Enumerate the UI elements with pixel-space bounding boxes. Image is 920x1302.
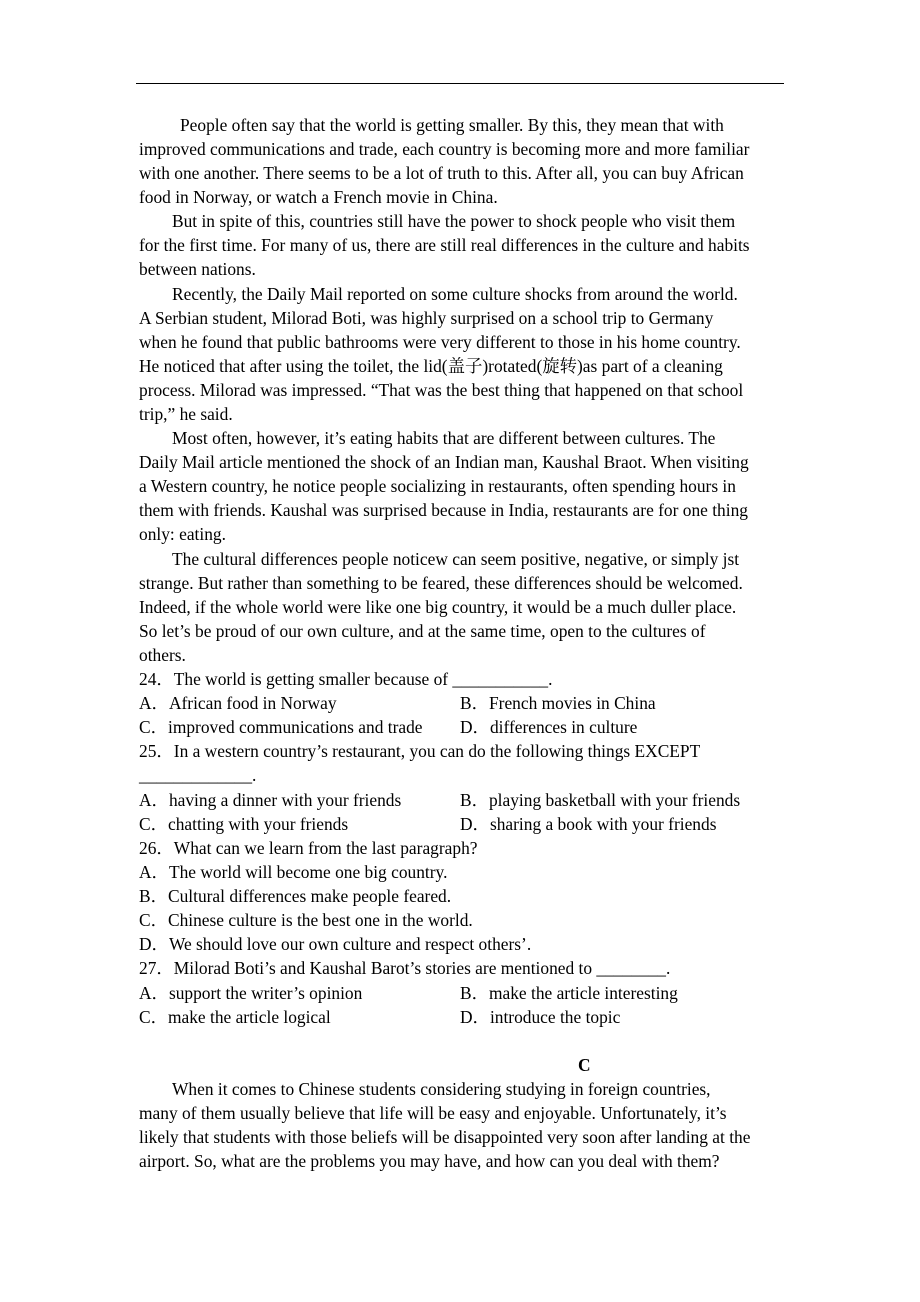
option-a: A．African food in Norway xyxy=(139,693,337,713)
paragraph-4-line: them with friends. Kaushal was surprised because in India, restaurants are for one thing xyxy=(139,500,748,520)
paragraph-1-line: food in Norway, or watch a French movie in China. xyxy=(139,187,498,207)
option-c: C．make the article logical xyxy=(139,1007,331,1027)
passage-c-line: many of them usually believe that life will be easy and enjoyable. Unfortunately, it’s xyxy=(139,1103,727,1123)
option-b: B．playing basketball with your friends xyxy=(460,790,741,810)
paragraph-2-line: between nations. xyxy=(139,259,256,279)
option-a: A．having a dinner with your friends xyxy=(139,790,402,810)
option-d: D．differences in culture xyxy=(460,717,638,737)
paragraph-3-line: A Serbian student, Milorad Boti, was highly surprised on a school trip to Germany xyxy=(139,308,714,328)
question-stem: 27．Milorad Boti’s and Kaushal Barot’s stories are mentioned to ________. xyxy=(139,958,671,978)
option-a: A．The world will become one big country. xyxy=(139,862,448,882)
section-heading: C xyxy=(578,1055,591,1075)
question-stem: 25．In a western country’s restaurant, you can do the following things EXCEPT xyxy=(139,741,701,761)
option-b: B．French movies in China xyxy=(460,693,656,713)
paragraph-5-line: The cultural differences people noticew can seem positive, negative, or simply jst xyxy=(172,549,740,569)
paragraph-1-line: People often say that the world is getting smaller. By this, they mean that with xyxy=(180,115,724,135)
paragraph-2-line: But in spite of this, countries still have the power to shock people who visit them xyxy=(172,211,736,231)
paragraph-4-line: Daily Mail article mentioned the shock of an Indian man, Kaushal Braot. When visiting xyxy=(139,452,749,472)
paragraph-5-line: So let’s be proud of our own culture, and at the same time, open to the cultures of xyxy=(139,621,706,641)
paragraph-3-line: process. Milorad was impressed. “That was the best thing that happened on that school xyxy=(139,380,744,400)
paragraph-5-line: others. xyxy=(139,645,186,665)
passage-c-line: airport. So, what are the problems you may have, and how can you deal with them? xyxy=(139,1151,720,1171)
header-rule xyxy=(136,83,784,84)
paragraph-3-line: trip,” he said. xyxy=(139,404,233,424)
paragraph-1-line: with one another. There seems to be a lot of truth to this. After all, you can buy African xyxy=(139,163,744,183)
paragraph-3-line: Recently, the Daily Mail reported on some culture shocks from around the world. xyxy=(172,284,738,304)
question-stem: 24．The world is getting smaller because of ___________. xyxy=(139,669,553,689)
paragraph-5-line: strange. But rather than something to be feared, these differences should be welcomed. xyxy=(139,573,743,593)
paragraph-4-line: only: eating. xyxy=(139,524,226,544)
option-c: C．chatting with your friends xyxy=(139,814,349,834)
paragraph-3-line: when he found that public bathrooms were very different to those in his home country. xyxy=(139,332,741,352)
option-d: D．introduce the topic xyxy=(460,1007,621,1027)
answer-blank: _____________. xyxy=(139,765,257,785)
question-stem: 26．What can we learn from the last paragraph? xyxy=(139,838,478,858)
option-d: D．We should love our own culture and respect others’. xyxy=(139,934,532,954)
option-b: B．Cultural differences make people feared. xyxy=(139,886,452,906)
paragraph-5-line: Indeed, if the whole world were like one big country, it would be a much duller place. xyxy=(139,597,737,617)
paragraph-4-line: Most often, however, it’s eating habits that are different between cultures. The xyxy=(172,428,716,448)
paragraph-1-line: improved communications and trade, each country is becoming more and more familiar xyxy=(139,139,750,159)
option-d: D．sharing a book with your friends xyxy=(460,814,717,834)
option-c: C．Chinese culture is the best one in the world. xyxy=(139,910,473,930)
option-a: A．support the writer’s opinion xyxy=(139,983,363,1003)
passage-c-line: When it comes to Chinese students considering studying in foreign countries, xyxy=(172,1079,711,1099)
option-b: B．make the article interesting xyxy=(460,983,678,1003)
paragraph-3-line: He noticed that after using the toilet, the lid(盖子)rotated(旋转)as part of a cleaning xyxy=(139,356,723,376)
paragraph-4-line: a Western country, he notice people socializing in restaurants, often spending hours in xyxy=(139,476,736,496)
passage-c-line: likely that students with those beliefs will be disappointed very soon after landing at the xyxy=(139,1127,751,1147)
option-c: C．improved communications and trade xyxy=(139,717,423,737)
paragraph-2-line: for the first time. For many of us, there are still real differences in the culture and habits xyxy=(139,235,750,255)
